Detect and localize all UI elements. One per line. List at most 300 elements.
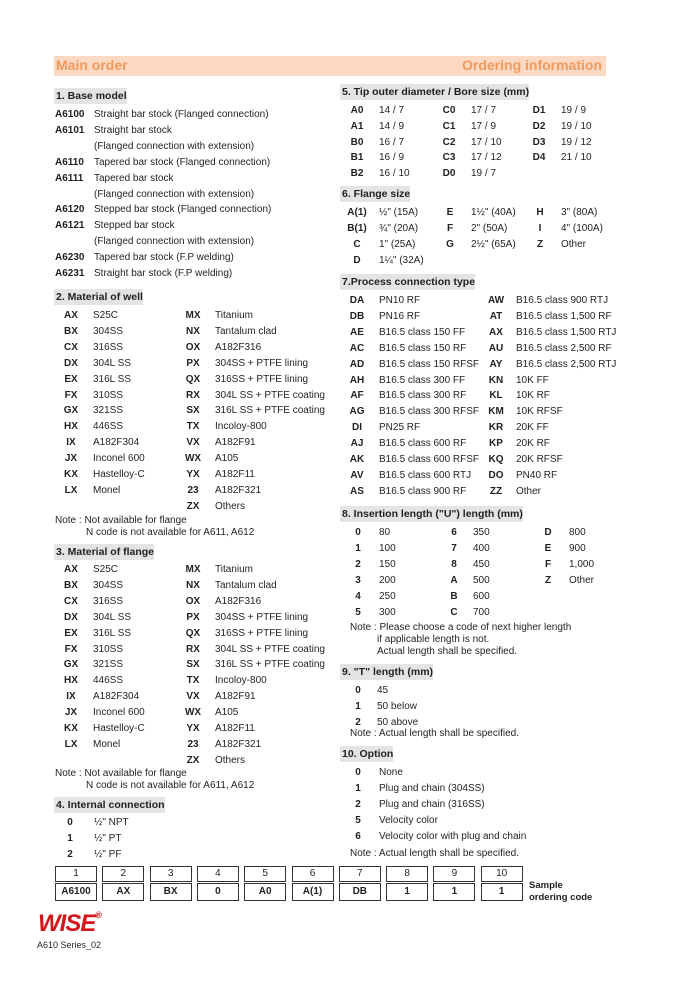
well-material-desc: 446SS xyxy=(93,421,124,433)
well-material-desc: Monel xyxy=(93,484,121,496)
flange-size-code: A(1) xyxy=(347,207,367,218)
well-material-desc: 316SS + PTFE lining xyxy=(215,373,309,385)
tip-diameter-desc: 19 / 7 xyxy=(471,168,497,180)
process-connection-desc: B16.5 class 300 FF xyxy=(379,374,466,386)
well-material-code: JX xyxy=(64,453,78,465)
flange-size-code: B(1) xyxy=(347,222,367,234)
flange-note-1: Note : Not available for flange xyxy=(55,768,187,779)
t-length-code: 0 xyxy=(355,685,361,696)
flange-material-desc: 304L SS xyxy=(93,611,131,623)
process-connection-desc: B16.5 class 2,500 RF xyxy=(516,342,612,354)
insertion-length-code: D xyxy=(544,527,552,538)
flange-material-desc: 304L SS + PTFE coating xyxy=(215,643,325,655)
flange-material-code: AX xyxy=(64,564,78,575)
flange-material-code: MX xyxy=(185,564,201,575)
insertion-length-code: 0 xyxy=(355,527,361,538)
flange-material-desc: 310SS xyxy=(93,643,124,655)
flange-material-code: BX xyxy=(64,579,78,591)
tip-diameter-code: C2 xyxy=(442,136,456,148)
option-code: 6 xyxy=(355,830,361,842)
sample-code-position: 8 xyxy=(386,866,428,882)
sample-code-position: 2 xyxy=(102,866,144,882)
sample-code-value: 1 xyxy=(433,883,475,901)
tip-diameter-desc: 14 / 7 xyxy=(379,105,405,116)
process-connection-code: AW xyxy=(487,295,505,306)
well-material-desc: A182F91 xyxy=(215,437,256,449)
well-material-desc: Inconel 600 xyxy=(93,453,145,465)
wise-logo: WISE® xyxy=(38,910,101,937)
tip-diameter-code: B0 xyxy=(350,136,364,148)
t-length-desc: 50 below xyxy=(377,701,418,712)
insertion-length-desc: Other xyxy=(569,574,595,586)
base-model-code: A6120 xyxy=(55,204,85,216)
process-connection-code: KM xyxy=(488,406,504,418)
base-model-desc: Straight bar stock (F.P welding) xyxy=(94,268,233,279)
well-material-desc: A105 xyxy=(215,453,239,465)
flange-material-desc: 321SS xyxy=(93,659,124,671)
well-material-desc: S25C xyxy=(93,310,119,321)
tip-diameter-desc: 17 / 9 xyxy=(471,120,497,132)
well-material-desc: 304L SS + PTFE coating xyxy=(215,389,325,401)
base-model-desc: Tapered bar stock (Flanged connection) xyxy=(94,156,271,168)
process-connection-code: KN xyxy=(488,374,504,386)
section-t-length-header: 9. "T" length (mm) xyxy=(342,666,434,678)
flange-material-code: FX xyxy=(64,643,78,655)
flange-material-desc: Titanium xyxy=(215,564,253,575)
well-material-code: TX xyxy=(186,421,200,433)
well-material-code: EX xyxy=(64,373,78,385)
flange-material-code: EX xyxy=(64,627,78,639)
insertion-length-code: 7 xyxy=(451,542,457,554)
flange-size-desc: 4" (100A) xyxy=(561,222,603,234)
sample-code-position: 9 xyxy=(433,866,475,882)
insertion-length-desc: 250 xyxy=(379,590,396,602)
well-material-code: YX xyxy=(186,469,200,480)
tip-diameter-desc: 21 / 10 xyxy=(561,152,592,164)
process-connection-desc: B16.5 class 150 RF xyxy=(379,342,467,354)
option-code: 5 xyxy=(355,814,361,826)
well-material-desc: 304SS + PTFE lining xyxy=(215,357,309,369)
sample-code-value: 0 xyxy=(197,883,239,901)
option-desc: Plug and chain (316SS) xyxy=(379,798,485,810)
insertion-length-code: B xyxy=(450,590,458,602)
sample-code-value: A6100 xyxy=(55,883,97,901)
base-model-code: A6101 xyxy=(55,124,85,136)
well-material-desc: 316L SS + PTFE coating xyxy=(215,405,325,417)
tip-diameter-code: D1 xyxy=(532,105,546,116)
well-material-code: IX xyxy=(66,437,76,449)
process-connection-code: KL xyxy=(489,390,503,402)
flange-size-desc: Other xyxy=(561,238,587,250)
base-model-code: A6231 xyxy=(55,268,85,279)
process-connection-code: AH xyxy=(349,374,365,386)
process-connection-code: DA xyxy=(349,295,365,306)
section-option-header: 10. Option xyxy=(342,748,394,760)
process-connection-desc: B16.5 class 150 RFSF xyxy=(379,358,480,370)
process-connection-desc: B16.5 class 600 RFSF xyxy=(379,454,480,465)
well-material-desc: Tantalum clad xyxy=(215,325,277,337)
base-model-desc: Straight bar stock (Flanged connection) xyxy=(94,109,269,120)
flange-size-desc: 1¼" (32A) xyxy=(379,254,424,266)
insertion-length-code: F xyxy=(544,558,552,570)
sample-code-value: 1 xyxy=(481,883,523,901)
internal-connection-desc: ½" NPT xyxy=(94,817,129,828)
flange-material-code: YX xyxy=(186,723,200,734)
flange-material-code: ZX xyxy=(186,754,200,766)
process-connection-desc: B16.5 class 900 RTJ xyxy=(516,295,609,306)
well-material-code: GX xyxy=(63,405,79,417)
flange-note-2: N code is not available for A611, A612 xyxy=(86,780,255,791)
process-connection-code: AX xyxy=(489,326,503,338)
option-desc: None xyxy=(379,767,403,778)
flange-material-code: VX xyxy=(186,691,200,703)
flange-size-code: G xyxy=(446,238,454,250)
well-material-desc: Titanium xyxy=(215,310,253,321)
process-connection-desc: B16.5 class 900 RF xyxy=(379,485,467,497)
well-material-desc: Incoloy-800 xyxy=(215,421,267,433)
flange-size-code: C xyxy=(353,238,361,250)
well-material-code: CX xyxy=(64,341,78,353)
well-material-code: 23 xyxy=(187,484,199,496)
well-material-desc: A182F316 xyxy=(215,341,262,353)
well-material-desc: A182F321 xyxy=(215,484,262,496)
process-connection-desc: 20K RF xyxy=(516,438,550,450)
process-connection-desc: PN25 RF xyxy=(379,422,421,434)
section-tip-diameter-header: 5. Tip outer diameter / Bore size (mm) xyxy=(342,86,530,98)
sample-code-value: DB xyxy=(339,883,381,901)
flange-material-desc: Others xyxy=(215,754,246,766)
well-material-code: WX xyxy=(184,453,202,465)
t-length-note: Note : Actual length shall be specified. xyxy=(350,728,519,739)
flange-material-code: OX xyxy=(185,595,201,607)
flange-size-desc: ¾" (20A) xyxy=(379,222,419,234)
flange-material-desc: Tantalum clad xyxy=(215,579,277,591)
tip-diameter-desc: 17 / 7 xyxy=(471,105,497,116)
insertion-length-code: 4 xyxy=(355,590,361,602)
insertion-note-2: if applicable length is not. xyxy=(377,634,490,645)
tip-diameter-desc: 19 / 9 xyxy=(561,105,587,116)
tip-diameter-desc: 19 / 12 xyxy=(561,136,592,148)
flange-material-desc: 316L SS + PTFE coating xyxy=(215,659,325,671)
process-connection-desc: 10K RFSF xyxy=(516,406,563,418)
process-connection-code: DO xyxy=(488,469,504,481)
process-connection-desc: 20K RFSF xyxy=(516,454,563,465)
process-connection-code: DB xyxy=(349,310,365,322)
section-material-of-well-header: 2. Material of well xyxy=(56,291,143,303)
option-code: 2 xyxy=(355,798,361,810)
internal-connection-code: 0 xyxy=(67,817,73,828)
insertion-length-code: 5 xyxy=(355,606,361,618)
insertion-length-desc: 900 xyxy=(569,542,586,554)
well-material-desc: Hastelloy-C xyxy=(93,469,145,480)
well-material-code: KX xyxy=(64,469,78,480)
flange-material-desc: 446SS xyxy=(93,675,124,687)
sample-code-value: A(1) xyxy=(292,883,334,901)
flange-material-code: RX xyxy=(186,643,200,655)
process-connection-code: KP xyxy=(489,438,503,450)
well-material-code: BX xyxy=(64,325,78,337)
well-note-1: Note : Not available for flange xyxy=(55,515,187,526)
sample-code-position: 7 xyxy=(339,866,381,882)
tip-diameter-code: B2 xyxy=(350,168,364,180)
process-connection-code: KR xyxy=(488,422,504,434)
base-model-desc: Stepped bar stock xyxy=(94,220,175,232)
process-connection-desc: PN16 RF xyxy=(379,310,421,322)
flange-material-code: JX xyxy=(64,707,78,719)
well-material-desc: 316SS xyxy=(93,341,124,353)
tip-diameter-code: C1 xyxy=(442,120,456,132)
tip-diameter-code: C0 xyxy=(442,105,456,116)
well-material-code: RX xyxy=(186,389,200,401)
process-connection-desc: B16.5 class 2,500 RTJ xyxy=(516,358,617,370)
flange-size-desc: 2" (50A) xyxy=(471,222,508,234)
process-connection-desc: B16.5 class 300 RF xyxy=(379,390,467,402)
option-desc: Velocity color with plug and chain xyxy=(379,830,527,842)
tip-diameter-desc: 16 / 10 xyxy=(379,168,410,180)
process-connection-desc: B16.5 class 150 FF xyxy=(379,326,466,338)
flange-material-code: PX xyxy=(186,611,200,623)
flange-size-desc: ½" (15A) xyxy=(379,207,419,218)
well-material-code: VX xyxy=(186,437,200,449)
well-material-code: LX xyxy=(64,484,78,496)
insertion-length-code: 6 xyxy=(451,527,457,538)
flange-material-desc: A182F321 xyxy=(215,738,262,750)
flange-material-code: QX xyxy=(185,627,201,639)
base-model-code: A6100 xyxy=(55,109,85,120)
section-flange-size-header: 6. Flange size xyxy=(342,188,411,200)
well-material-desc: 310SS xyxy=(93,389,124,401)
flange-material-desc: Hastelloy-C xyxy=(93,723,145,734)
ordering-information-title: Ordering information xyxy=(462,57,602,73)
process-connection-code: AU xyxy=(488,342,504,354)
insertion-length-desc: 100 xyxy=(379,542,396,554)
top-banner xyxy=(54,56,606,76)
process-connection-code: KQ xyxy=(488,454,504,465)
t-length-desc: 45 xyxy=(377,685,389,696)
sample-label: Sample xyxy=(529,880,563,891)
process-connection-code: AE xyxy=(350,326,364,338)
well-material-code: MX xyxy=(185,310,201,321)
tip-diameter-code: C3 xyxy=(442,152,456,164)
process-connection-desc: 10K FF xyxy=(516,374,549,386)
flange-size-desc: 1½" (40A) xyxy=(471,207,516,218)
section-material-of-flange-header: 3. Material of flange xyxy=(56,546,155,558)
insertion-length-desc: 600 xyxy=(473,590,490,602)
insertion-length-code: Z xyxy=(544,574,552,586)
section-base-model-header: 1. Base model xyxy=(56,90,127,102)
tip-diameter-desc: 19 / 10 xyxy=(561,120,592,132)
flange-material-desc: 316SS + PTFE lining xyxy=(215,627,309,639)
insertion-length-desc: 450 xyxy=(473,558,490,570)
internal-connection-code: 2 xyxy=(67,849,73,860)
well-material-desc: A182F304 xyxy=(93,437,140,449)
process-connection-desc: PN40 RF xyxy=(516,469,558,481)
flange-material-code: WX xyxy=(184,707,202,719)
insertion-length-desc: 700 xyxy=(473,606,490,618)
well-material-code: PX xyxy=(186,357,200,369)
well-material-code: QX xyxy=(185,373,201,385)
well-material-code: SX xyxy=(186,405,200,417)
sample-code-value: A0 xyxy=(244,883,286,901)
flange-material-desc: 304SS xyxy=(93,579,124,591)
sample-code-position: 5 xyxy=(244,866,286,882)
process-connection-code: AT xyxy=(489,310,503,322)
base-model-desc: Straight bar stock xyxy=(94,124,172,136)
option-code: 0 xyxy=(355,767,361,778)
process-connection-code: AS xyxy=(350,485,364,497)
tip-diameter-code: D2 xyxy=(532,120,546,132)
flange-material-desc: A182F11 xyxy=(215,723,255,734)
insertion-length-code: E xyxy=(544,542,552,554)
flange-material-code: NX xyxy=(186,579,200,591)
process-connection-desc: Other xyxy=(516,485,542,497)
flange-material-desc: A182F316 xyxy=(215,595,262,607)
insertion-length-code: 2 xyxy=(355,558,361,570)
base-model-desc: Stepped bar stock (Flanged connection) xyxy=(94,204,272,216)
base-model-desc: (Flanged connection with extension) xyxy=(94,236,255,248)
flange-size-desc: 3" (80A) xyxy=(561,207,598,218)
tip-diameter-code: A1 xyxy=(350,120,364,132)
series-label: A610 Series_02 xyxy=(37,940,102,950)
flange-material-desc: A105 xyxy=(215,707,239,719)
insertion-length-code: A xyxy=(450,574,458,586)
process-connection-desc: B16.5 class 1,500 RF xyxy=(516,310,612,322)
process-connection-desc: 20K FF xyxy=(516,422,549,434)
well-material-desc: A182F11 xyxy=(215,469,255,480)
insertion-note-3: Actual length shall be specified. xyxy=(377,646,518,657)
tip-diameter-code: D3 xyxy=(532,136,546,148)
insertion-length-code: C xyxy=(450,606,458,618)
internal-connection-desc: ½" PF xyxy=(94,849,122,860)
sample-code-value: 1 xyxy=(386,883,428,901)
base-model-code: A6121 xyxy=(55,220,85,232)
sample-code-value: BX xyxy=(150,883,192,901)
insertion-length-code: 3 xyxy=(355,574,361,586)
flange-material-code: DX xyxy=(64,611,78,623)
base-model-code: A6111 xyxy=(55,172,84,184)
flange-size-code: F xyxy=(446,222,454,234)
flange-material-desc: 316L SS xyxy=(93,627,131,639)
well-material-desc: 304SS xyxy=(93,325,124,337)
well-material-desc: 316L SS xyxy=(93,373,131,385)
process-connection-desc: 10K RF xyxy=(516,390,550,402)
process-connection-code: DI xyxy=(352,422,362,434)
flange-material-code: SX xyxy=(186,659,200,671)
flange-material-desc: A182F91 xyxy=(215,691,256,703)
insertion-length-desc: 350 xyxy=(473,527,490,538)
flange-material-desc: Incoloy-800 xyxy=(215,675,267,687)
process-connection-code: AV xyxy=(350,469,364,481)
process-connection-desc: B16.5 class 600 RTJ xyxy=(379,469,472,481)
option-note: Note : Actual length shall be specified. xyxy=(350,848,519,859)
tip-diameter-desc: 16 / 7 xyxy=(379,136,405,148)
well-material-code: OX xyxy=(185,341,201,353)
well-note-2: N code is not available for A611, A612 xyxy=(86,527,255,538)
flange-material-code: TX xyxy=(186,675,200,687)
process-connection-code: ZZ xyxy=(489,485,503,497)
section-process-connection-header: 7.Process connection type xyxy=(342,276,476,288)
main-order-title: Main order xyxy=(56,57,128,73)
insertion-length-desc: 200 xyxy=(379,574,396,586)
well-material-desc: 321SS xyxy=(93,405,124,417)
tip-diameter-desc: 17 / 10 xyxy=(471,136,502,148)
well-material-code: FX xyxy=(64,389,78,401)
process-connection-code: AG xyxy=(349,406,365,418)
process-connection-code: AF xyxy=(350,390,364,402)
well-material-desc: Others xyxy=(215,500,246,512)
sample-code-position: 3 xyxy=(150,866,192,882)
tip-diameter-desc: 14 / 9 xyxy=(379,120,405,132)
insertion-length-desc: 150 xyxy=(379,558,396,570)
flange-size-desc: 1" (25A) xyxy=(379,238,416,250)
process-connection-code: AK xyxy=(349,454,365,465)
sample-code-position: 10 xyxy=(481,866,523,882)
option-code: 1 xyxy=(355,782,361,794)
option-desc: Plug and chain (304SS) xyxy=(379,782,485,794)
base-model-desc: (Flanged connection with extension) xyxy=(94,140,255,152)
insertion-length-desc: 80 xyxy=(379,527,391,538)
flange-material-code: GX xyxy=(63,659,79,671)
flange-material-code: HX xyxy=(64,675,78,687)
flange-material-code: IX xyxy=(66,691,76,703)
flange-size-code: D xyxy=(353,254,361,266)
sample-label-2: ordering code xyxy=(529,892,593,903)
tip-diameter-desc: 16 / 9 xyxy=(379,152,405,164)
flange-material-desc: S25C xyxy=(93,564,119,575)
flange-material-code: CX xyxy=(64,595,78,607)
process-connection-code: AC xyxy=(349,342,365,354)
well-material-code: DX xyxy=(64,357,78,369)
tip-diameter-code: B1 xyxy=(350,152,364,164)
flange-material-desc: 316SS xyxy=(93,595,124,607)
flange-material-desc: A182F304 xyxy=(93,691,140,703)
flange-material-code: LX xyxy=(64,738,78,750)
well-material-code: HX xyxy=(64,421,78,433)
base-model-code: A6110 xyxy=(55,156,84,168)
base-model-desc: Tapered bar stock (F.P welding) xyxy=(94,252,234,264)
section-insertion-length-header: 8. Insertion length ("U") length (mm) xyxy=(342,508,523,520)
process-connection-code: AJ xyxy=(350,438,364,450)
flange-material-code: 23 xyxy=(187,738,199,750)
sample-code-position: 6 xyxy=(292,866,334,882)
flange-size-code: E xyxy=(446,207,454,218)
flange-size-code: Z xyxy=(536,238,544,250)
flange-size-code: I xyxy=(538,222,542,234)
process-connection-desc: B16.5 class 300 RFSF xyxy=(379,406,480,418)
insertion-length-desc: 1,000 xyxy=(569,558,595,570)
well-material-desc: 304L SS xyxy=(93,357,131,369)
section-internal-connection-header: 4. Internal connection xyxy=(56,799,165,811)
insertion-length-desc: 800 xyxy=(569,527,586,538)
process-connection-desc: B16.5 class 600 RF xyxy=(379,438,467,450)
sample-code-position: 4 xyxy=(197,866,239,882)
sample-code-position: 1 xyxy=(55,866,97,882)
base-model-code: A6230 xyxy=(55,252,85,264)
base-model-desc: (Flanged connection with extension) xyxy=(94,188,255,200)
t-length-desc: 50 above xyxy=(377,717,419,728)
option-desc: Velocity color xyxy=(379,814,438,826)
well-material-code: AX xyxy=(64,310,78,321)
process-connection-desc: PN10 RF xyxy=(379,295,421,306)
flange-material-code: KX xyxy=(64,723,78,734)
insertion-length-code: 1 xyxy=(355,542,361,554)
flange-size-code: H xyxy=(536,207,544,218)
insertion-note-1: Note : Please choose a code of next higher length xyxy=(350,622,572,633)
process-connection-desc: B16.5 class 1,500 RTJ xyxy=(516,326,617,338)
well-material-code: NX xyxy=(186,325,200,337)
tip-diameter-code: D4 xyxy=(532,152,546,164)
insertion-length-desc: 400 xyxy=(473,542,490,554)
